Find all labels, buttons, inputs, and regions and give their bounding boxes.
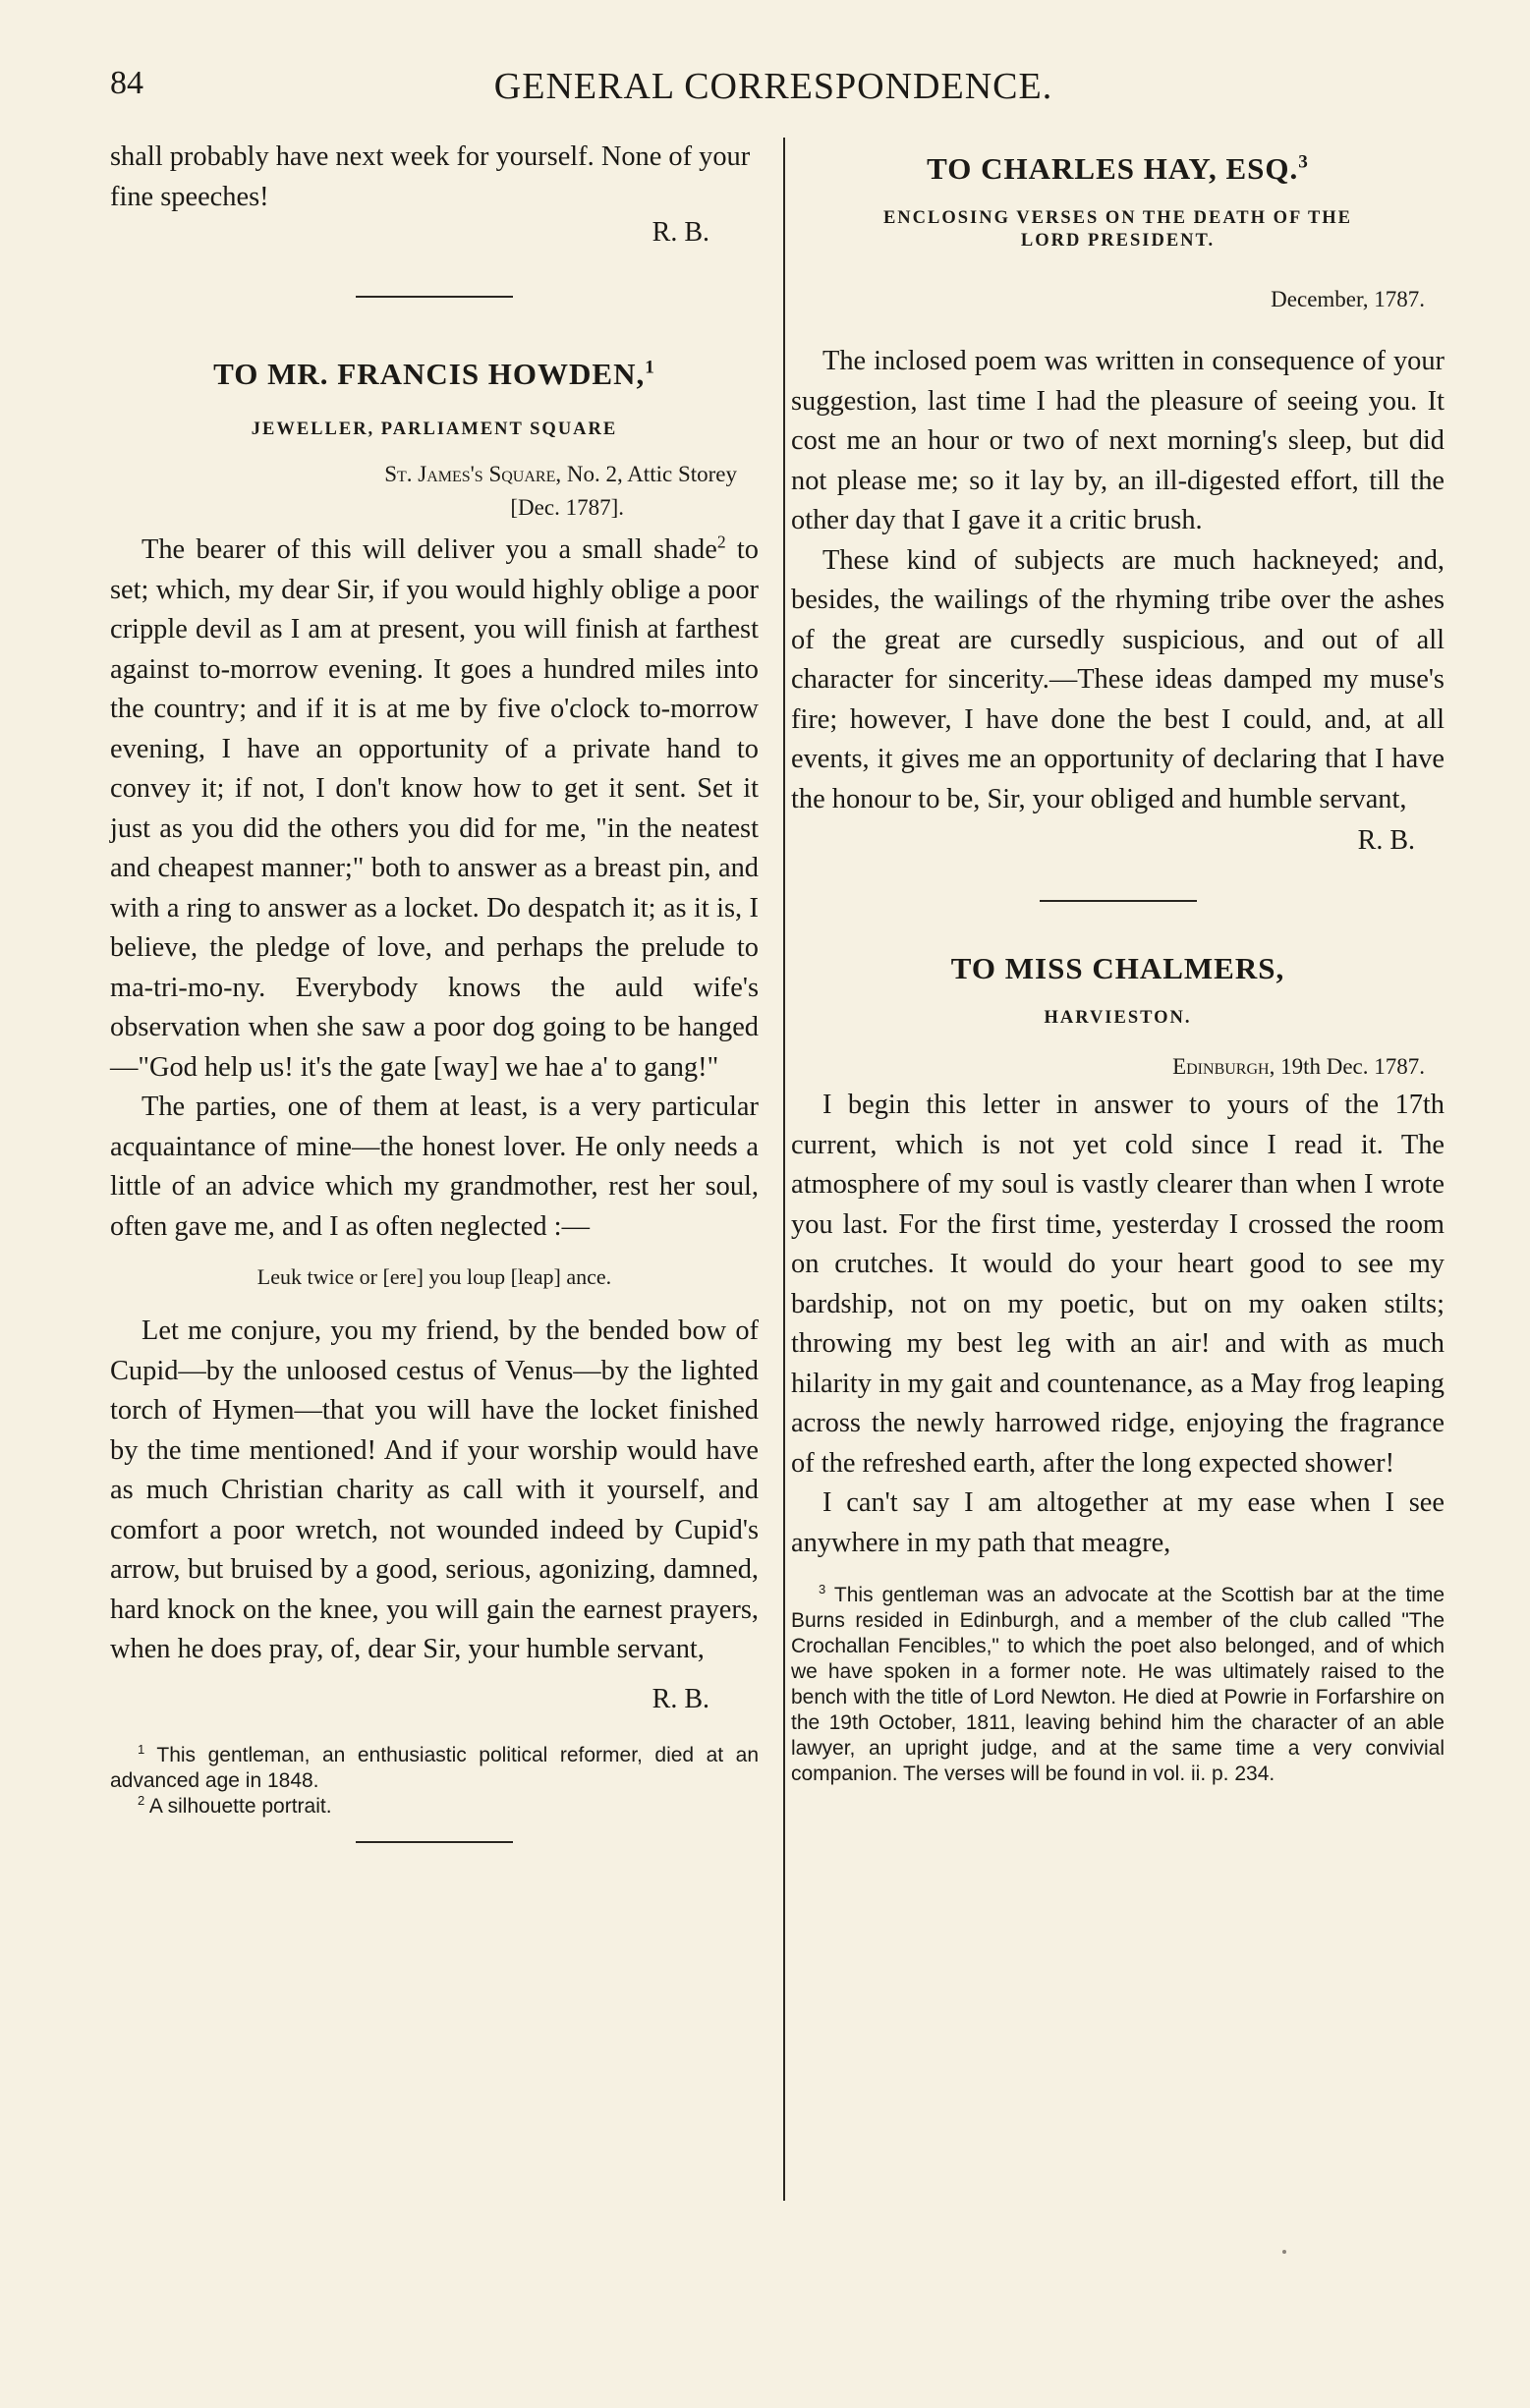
dateline-hay: December, 1787. [1271,287,1425,311]
dateline-chalmers-date: 19th Dec. 1787. [1280,1054,1425,1079]
letter-title-howden [110,357,759,392]
footnote-3-mark: 3 [819,1582,826,1596]
hay-title-text: TO CHARLES HAY, ESQ. [927,151,1299,186]
footnote-1-text: This gentleman, an enthusiastic political reformer, died at an advanced age in 1848. [110,1743,759,1792]
hay-signature: R. B. [1357,825,1415,856]
howden-paragraph-3: Let me conjure, you my friend, by the bended bow of Cupid—by the unloosed cestus of Venus—by the lighted torch of Hymen—that you will have the locket finished by the time mentioned! And if your worship would have as much Christian charity as call with it yourself, and comfort a poor wretch, not wounded indeed by Cupid's arrow, but bruised by a good, serious, agonizing, damned, hard knock on the knee, you will gain the earnest prayers, when he does pray, of, dear Sir, your humble servant, [110,1316,759,1664]
left-column [110,138,759,1843]
howden-paragraph-1 [110,531,759,1088]
howden-paragraph-2: The parties, one of them at least, is a very particular acquaintance of mine—the honest lover. He only needs a little of an advice which my grandmother, rest her soul, often gave me, and I as often neglected :— [110,1092,759,1242]
letter-subtitle-hay-line2: LORD PRESIDENT. [1020,231,1216,251]
hay-paragraph-2: These kind of subjects are much hackneyed; and, besides, the wailings of the rhyming tribe over the ashes of the great are cursedly suspicious, and out of all character for sincerity.—These ideas damped my muse's fire; however, I have done the best I could, and, at all events, it gives me an opportunity of declaring that I have the honour to be, Sir, your obliged and humble servant, [791,544,1445,814]
howden-verse-quote: Leuk twice or [ere] you loup [leap] ance. [256,1264,612,1289]
running-title: GENERAL CORRESPONDENCE. [493,66,1053,107]
hay-title-footnote-ref: 3 [1298,151,1309,173]
dateline-chalmers-place: Edinburgh, [1172,1054,1275,1079]
chalmers-paragraph-1: I begin this letter in answer to yours of the 17th current, which is not yet cold since I read it. The atmosphere of my soul is vastly clearer than when I wrote you last. For the first time, yesterday I crossed the room on crutches. It would do your heart good to see my bardship, not on my poetic, but on my oaken stilts; throwing my best leg with an air! and with as much hilarity in my gait and countenance, as a May frog leaping across the newly harrowed ridge, enjoying the fragrance of the refreshed earth, after the long expected shower! [791,1090,1445,1479]
footnote-1-mark: 1 [138,1741,145,1757]
chalmers-paragraph-2: I can't say I am altogether at my ease when I see anywhere in my path that meagre, [791,1487,1445,1558]
footnote-2 [110,1794,759,1820]
letter-title-chalmers: TO MISS CHALMERS, [950,951,1285,985]
right-column [791,138,1445,1787]
hay-paragraph-1: The inclosed poem was written in consequence of your suggestion, last time I had the pleasure of seeing you. It cost me an hour or two of next morning's sleep, but did not please me; so it lay by, an ill-digested effort, till the other day that I gave it a critic brush. [791,346,1445,535]
section-rule-bottom-left [356,1841,513,1843]
howden-p1-part-b: to set; which, my dear Sir, if you would highly oblige a poor cripple devil as I am at present, you will finish at farthest against to-morrow evening. It goes a hundred miles into the country; and if it is at me by five o'clock to-morrow evening, I have an opportunity of a private hand to convey it; if not, I don't know how to get it sent. Set it just as you did the others you did for me, "in the neatest and cheapest manner;" both to answer as a breast pin, and with a ring to answer as a locket. Do despatch it; as it is, I believe, the pledge of love, and perhaps the prelude to ma-tri-mo-ny. Everybody knows the auld wife's observation when she saw a poor dog going to be hanged—"God help us! it's the gate [way] we hae a' to gang!" [110,534,759,1083]
letter-subtitle-howden: JEWELLER, PARLIAMENT SQUARE [251,420,618,439]
paper-speck [1282,2250,1286,2254]
footnote-3-text: This gentleman was an advocate at the Scottish bar at the time Burns resided in Edinburgh, and a member of the club called "The Crochallan Fencibles," to which the poet also belonged, and of which we have spoken in a former note. He was ultimately raised to the bench with the title of Lord Newton. He died at Powrie in Forfarshire on the 19th October, 1811, leaving behind him the character of an able lawyer, an upright judge, and at the same time a very convivial companion. The verses will be found in vol. ii. p. 234. [791,1584,1445,1785]
page-header [110,65,1437,114]
continuation-signature: R. B. [652,217,709,248]
footnote-1 [110,1743,759,1794]
dateline-howden-place: St. James's Square, [384,462,562,486]
section-rule [356,296,513,298]
column-divider [783,138,785,2201]
howden-title-footnote-ref: 1 [645,357,655,378]
footnote-2-mark: 2 [138,1792,145,1808]
letter-subtitle-chalmers: HARVIESTON. [1044,1008,1192,1028]
howden-signature: R. B. [652,1683,709,1714]
footnote-2-text: A silhouette portrait. [144,1794,332,1818]
dateline-howden-rest: No. 2, Attic Storey [566,462,737,486]
dateline-howden-date: [Dec. 1787]. [510,495,624,520]
howden-p1-part-a: The bearer of this will deliver you a small shade [142,534,717,565]
continuation-text: shall probably have next week for yourself. None of your fine speeches! [110,141,751,212]
dateline-howden [110,458,759,525]
page-number: 84 [110,65,143,101]
howden-title-text: TO MR. FRANCIS HOWDEN, [213,357,646,391]
section-rule-right [1040,900,1197,902]
footnote-3 [791,1583,1445,1787]
howden-p1-footnote-ref: 2 [716,532,726,552]
letter-title-hay [791,151,1445,187]
letter-subtitle-hay-line1: ENCLOSING VERSES ON THE DEATH OF THE [882,208,1353,228]
dateline-chalmers [791,1050,1445,1084]
